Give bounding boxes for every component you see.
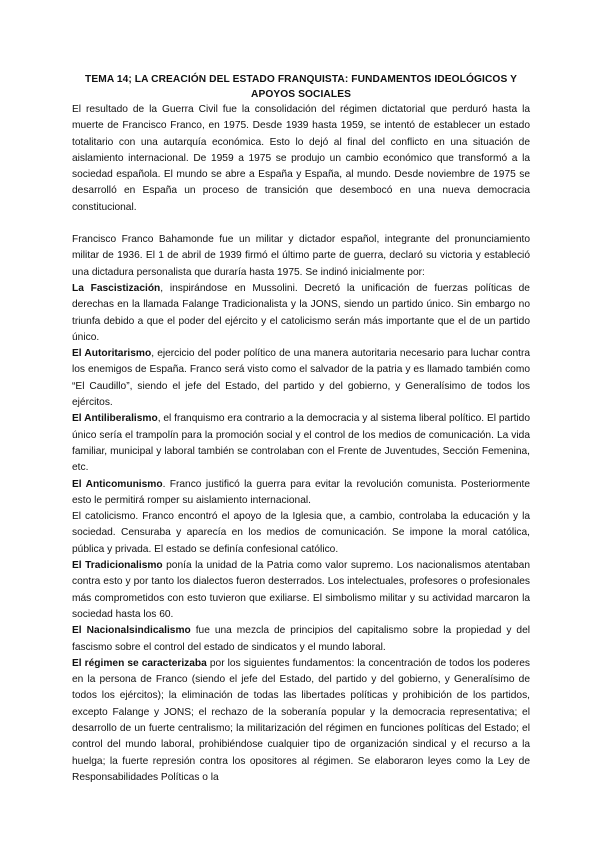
section-tradicionalismo xyxy=(72,558,530,623)
section-text: El catolicismo. Franco encontró el apoyo de la Iglesia que, a cambio, controlaba la educación y la sociedad. Censuraba y aparecía en los medios de comunicación. Se impone la moral católica, pública y privada. El estado se definía confesional católico. xyxy=(72,511,530,555)
document-page xyxy=(72,72,530,786)
section-regimen xyxy=(72,656,530,786)
section-anticomunismo xyxy=(72,477,530,510)
section-antiliberalismo xyxy=(72,411,530,476)
section-catolicismo xyxy=(72,509,530,558)
section-heading: El Tradicionalismo xyxy=(72,560,163,572)
section-heading: El Antiliberalismo xyxy=(72,413,158,425)
section-nacionalsindicalismo xyxy=(72,623,530,656)
section-text: , inspirándose en Mussolini. Decretó la unificación de fuerzas políticas de derechas en la llamada Falange Tradicionalista y la JONS, siendo un partido único. Sin embargo no triunfa debido a que el poder del ejército y el catolicismo serán más importante que el de un partido único. xyxy=(72,282,530,343)
section-heading: El Nacionalsindicalismo xyxy=(72,625,191,637)
section-text: por los siguientes fundamentos: la concentración de todos los poderes en la persona de Franco (siendo el jefe del Estado, del partido y del gobierno, y Generalísimo de todos los ejércitos); la eliminación de todas las libertades políticas y prohibición de los partidos, excepto Falange y JONS; el rechazo de la soberanía popular y la democracia representativa; el desarrollo de un fuerte centralismo; la militarización del régimen en funciones políticas del Estado; el control del mundo laboral, prohibiéndose cualquier tipo de organización sindical y el recurso a la huelga; la fuerte represión contra los opositores al régimen. Se elaboraron leyes como la Ley de Responsabilidades Políticas o la xyxy=(72,657,530,783)
franco-paragraph: Francisco Franco Bahamonde fue un militar y dictador español, integrante del pronunciamiento militar de 1936. El 1 de abril de 1939 firmó el último parte de guerra, declaró su victoria y estableció una dictadura personalista que duraría hasta 1975. Se indinó inicialmente por: xyxy=(72,234,530,278)
intro-paragraph: El resultado de la Guerra Civil fue la consolidación del régimen dictatorial que perduró hasta la muerte de Francisco Franco, en 1975. Desde 1939 hasta 1959, se intentó de establecer un estado totalitario con una autarquía económica. Esto lo dejó al final del conflicto en una situación de aislamiento internacional. De 1959 a 1975 se produjo un cambio económico que transformó a la sociedad española. El mundo se abre a España y España, al mundo. Desde noviembre de 1975 se desarrolló en España un proceso de transición que desembocó en una nueva democracia constitucional. xyxy=(72,104,530,213)
document-title: TEMA 14; LA CREACIÓN DEL ESTADO FRANQUISTA: FUNDAMENTOS IDEOLÓGICOS Y APOYOS SOCIALES xyxy=(85,74,517,100)
section-heading: El Anticomunismo xyxy=(72,478,163,490)
section-autoritarismo xyxy=(72,346,530,411)
section-text: . Franco justificó la guerra para evitar la revolución comunista. Posteriormente esto le permitirá romper su aislamiento internacional. xyxy=(72,478,530,506)
section-heading: El Autoritarismo xyxy=(72,348,152,360)
paragraph-gap xyxy=(72,216,530,232)
section-text: ponía la unidad de la Patria como valor supremo. Los nacionalismos atentaban contra esto y por tanto los dialectos fueron desterrados. Los intelectuales, profesores o profesionales más comprometidos con esto tuvieron que exiliarse. El simbolismo militar y su actividad marcaron la sociedad hasta los 60. xyxy=(72,560,530,620)
section-text: , ejercicio del poder político de una manera autoritaria necesario para luchar contra los enemigos de España. Franco será visto como el salvador de la patria y es llamado también como “El Caudillo”, siendo el jefe del Estado, del partido y del gobierno, y Generalísimo de todos los ejércitos. xyxy=(72,348,530,409)
section-text: , el franquismo era contrario a la democracia y al sistema liberal político. El partido único sería el trampolín para la promoción social y el control de los medios de comunicación. La vida familiar, municipal y laboral también se controlaban con el Frente de Juventudes, Sección Femenina, etc. xyxy=(72,413,531,474)
section-heading: La Fascistización xyxy=(72,282,161,294)
section-text: fue una mezcla de principios del capitalismo sobre la propiedad y del fascismo sobre el control del estado de sindicatos y el mundo laboral. xyxy=(72,625,530,653)
section-heading: El régimen se caracterizaba xyxy=(72,657,207,669)
section-fascistizacion xyxy=(72,281,530,346)
